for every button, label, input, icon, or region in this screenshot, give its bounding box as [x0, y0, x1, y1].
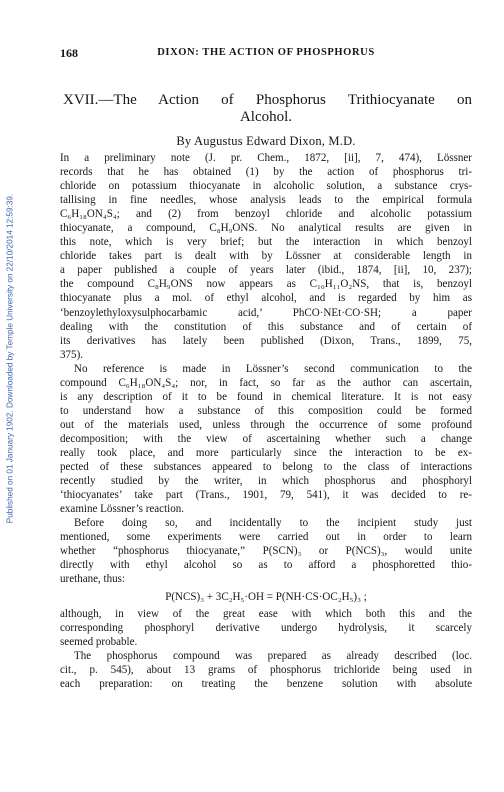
text-line: each preparation: on treating the benzene solution with absolute — [60, 677, 472, 690]
article-body — [60, 151, 472, 691]
text-line: to understand how a substance of this composition could be formed — [60, 404, 472, 417]
publication-sidebar — [4, 110, 18, 610]
text-line: its derivatives has lately been published (Dixon, Trans., 1899, 75, — [60, 334, 472, 347]
text-line: ‘thiocyanates’ take part (Trans., 1901, 79, 541), it was decided to re- — [60, 489, 472, 502]
text-line: directly with ethyl alcohol so as to afford a phosphoretted thio- — [60, 559, 472, 572]
text-line: although, in view of the great ease with which both this and the — [60, 607, 472, 620]
text-line: The phosphorus compound was prepared as already described (loc. — [74, 649, 472, 662]
text-line: really took place, and more particularly since the interaction to be ex- — [60, 446, 472, 459]
equation-line: P(NCS)₃ + 3C₂H₅·OH = P(NH·CS·OC₂H₅)₃ ; — [165, 591, 367, 604]
text-line: tallising in fine needles, whose analysis leads to the empirical formula — [60, 194, 472, 207]
running-title: DIXON: THE ACTION OF PHOSPHORUS — [157, 47, 375, 58]
text-line: thiocyanate plus a mol. of ethyl alcohol, and is regarded by him as — [60, 292, 472, 305]
text-line: recently studied by the writer, in which phosphorus and phosphoryl — [60, 475, 472, 488]
article-title — [60, 92, 472, 126]
text-line: dealing with the constitution of this substance and of certain of — [60, 320, 472, 333]
text-line: is any description of it to be found in chemical literature. It is not easy — [60, 390, 472, 403]
text-line: Before doing so, and incidentally to the incipient study just — [74, 517, 472, 530]
text-line: compound C₆H₁₈ON₄S₄; nor, in fact, so far as the author can ascertain, — [60, 376, 472, 389]
text-line: this note, which is very brief; but the interaction in which benzoyl — [60, 236, 472, 249]
text-line: C₆H₁₈ON₄S₄; and (2) from benzoyl chloride and alcoholic potassium — [60, 208, 472, 221]
text-line: the compound C₈H₉ONS now appears as C₁₀H₁₁O₂NS, that is, benzoyl — [60, 278, 472, 291]
text-line: corresponding phosphoryl derivative undergo hydrolysis, it scarcely — [60, 621, 472, 634]
title-line-1: XVII.—The Action of Phosphorus Trithiocyanate on — [63, 92, 472, 108]
text-line: No reference is made in Lössner’s second communication to the — [74, 362, 472, 375]
download-notice: Published on 01 January 1902. Downloaded by Temple University on 22/10/2014 12:59:39. — [5, 193, 15, 524]
text-line: seemed probable. — [60, 635, 138, 648]
text-line: chloride on potassium thiocyanate in alcoholic solution, a substance crys- — [60, 180, 472, 193]
text-line: pected of these substances appeared to belong to the class of interactions — [60, 461, 472, 474]
text-line: chloride takes part is dealt with by Lössner at considerable length in — [60, 250, 472, 263]
title-line-2: Alcohol. — [239, 109, 293, 125]
text-line: a paper published a couple of years later (ibid., 1874, [ii], 10, 237); — [60, 264, 472, 277]
text-line: 375). — [60, 348, 84, 361]
page-header — [60, 46, 472, 62]
text-line: whether “phosphorus thiocyanate,” P(SCN)₃ or P(NCS)₃, would unite — [60, 545, 472, 558]
text-line: out of the materials used, unless through the occurrence of some profound — [60, 418, 472, 431]
text-line: thiocyanate, a compound, C₈H₉ONS. No analytical results are given in — [60, 222, 472, 235]
text-line: In a preliminary note (J. pr. Chem., 1872, [ii], 7, 474), Lössner — [60, 152, 472, 164]
text-line: cit., p. 545), about 13 grams of phosphorus trichloride being used in — [60, 663, 472, 676]
author-byline: By Augustus Edward Dixon, M.D. — [176, 134, 356, 148]
text-line: urethane, thus: — [60, 573, 126, 586]
text-line: ‘benzoylethyloxysulphocarbamic acid,’ PhCO·NEt·CO·SH; a paper — [60, 306, 472, 319]
text-line: records that he has obtained (1) by the action of phosphorus tri- — [60, 166, 472, 179]
text-line: examine Lössner’s reaction. — [60, 503, 185, 516]
text-line: mentioned, some experiments were carried out in order to learn — [60, 531, 472, 544]
text-line: decomposition; with the view of ascertaining whether such a change — [60, 432, 472, 445]
page-number: 168 — [60, 46, 78, 60]
